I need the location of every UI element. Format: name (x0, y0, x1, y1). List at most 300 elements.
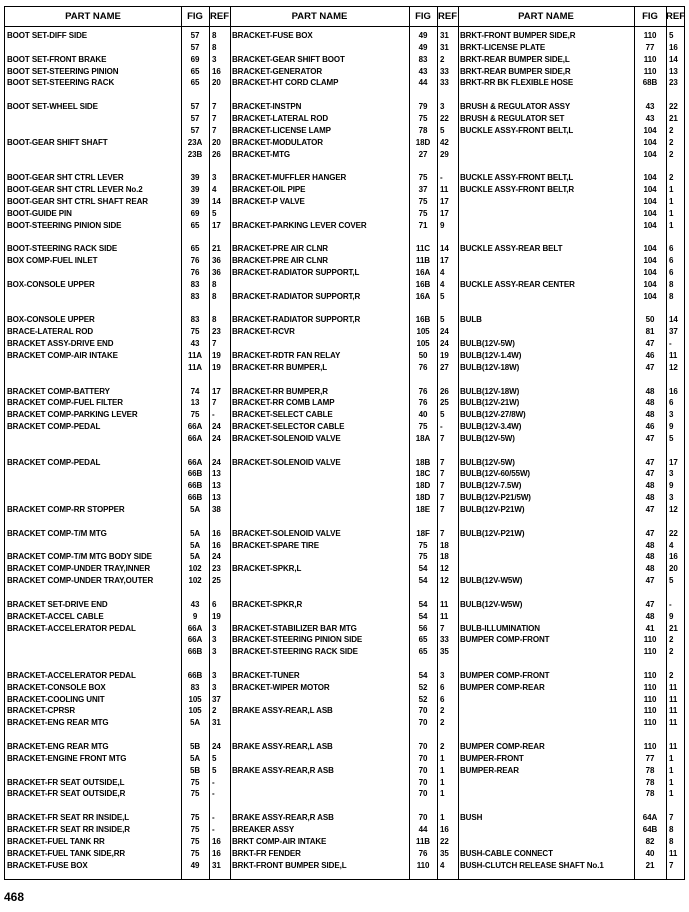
part-name-cell: BOOT-GEAR SHT CTRL SHAFT REAR (7, 196, 148, 206)
fig-cell: 110 (643, 694, 657, 704)
ref-cell: 38 (212, 505, 221, 514)
fig-cell: 11B (416, 256, 430, 266)
ref-cell: 21 (669, 623, 678, 633)
part-name-cell: BOOT SET-STEERING RACK (7, 78, 115, 88)
ref-cell: 9 (669, 611, 674, 621)
fig-cell: 48 (645, 398, 655, 408)
ref-cell: 8 (669, 836, 674, 846)
fig-cell: 75 (190, 813, 200, 823)
part-name-cell: BULB(12V-18W) (460, 386, 520, 396)
fig-cell: 110 (643, 742, 657, 751)
part-name-cell: BRACKET-STABILIZER BAR MTG (232, 623, 357, 633)
ref-cell: 11 (440, 185, 449, 195)
fig-cell: 65 (190, 78, 200, 88)
fig-cell: 70 (418, 706, 428, 716)
ref-cell: 17 (440, 256, 449, 266)
ref-cell: 8 (669, 279, 674, 289)
part-name-cell: BRACKET-P VALVE (232, 196, 305, 206)
fig-cell: 57 (190, 113, 200, 123)
ref-cell: 14 (440, 244, 449, 254)
fig-cell: 11B (416, 836, 430, 846)
fig-cell: 77 (645, 42, 655, 52)
ref-cell: 21 (669, 113, 678, 123)
fig-cell: 82 (645, 836, 655, 846)
header-fig: FIG (634, 7, 666, 27)
fig-cell: 105 (188, 694, 202, 704)
ref-cell: 31 (440, 42, 449, 52)
fig-cell: 110 (643, 682, 657, 692)
ref-cell: 16 (212, 848, 221, 858)
ref-cell: 8 (669, 824, 674, 834)
part-name-cell: BRACKET-ENG REAR MTG (7, 742, 109, 751)
ref-cell: 2 (669, 647, 674, 657)
part-name-cell: BRACKET COMP-BATTERY (7, 386, 110, 396)
ref-cell: 22 (440, 836, 449, 846)
fig-cell: 75 (418, 540, 428, 550)
part-name-cell: BOOT-GUIDE PIN (7, 208, 72, 218)
ref-cell: 2 (440, 54, 445, 64)
fig-cell: 46 (645, 350, 655, 360)
part-name-cell: BRACKET-SPKR,L (232, 564, 302, 574)
fig-cell: 65 (190, 244, 200, 254)
part-name-cell: BRACKET SET-DRIVE END (7, 599, 108, 609)
ref-cell: 3 (212, 647, 217, 657)
ref-cell: 25 (440, 398, 449, 408)
ref-cell: 3 (212, 623, 217, 633)
part-name-cell: BRACKET-MTG (232, 149, 291, 159)
ref-cell: 19 (212, 350, 221, 360)
fig-cell: 57 (190, 102, 200, 112)
ref-cell: 19 (212, 611, 221, 621)
part-name-cell: BRKT-FR FENDER (232, 848, 301, 858)
fig-cell: 75 (190, 848, 200, 858)
fig-cell: 16A (415, 291, 431, 301)
ref-cell: 7 (440, 505, 445, 514)
part-name-cell: BOOT SET-STEERING PINION (7, 66, 119, 76)
part-name-cell: BRACKET-OIL PIPE (232, 185, 306, 195)
part-name-cell: BOOT SET-FRONT BRAKE (7, 54, 107, 64)
fig-cell: 76 (418, 362, 428, 372)
fig-cell: 5A (189, 753, 201, 763)
ref-cell: 8 (212, 291, 217, 301)
ref-cell: 13 (669, 66, 678, 76)
fig-cell: 39 (190, 185, 200, 195)
ref-cell: 12 (669, 505, 678, 514)
ref-cell: 24 (212, 433, 221, 443)
ref-cell: 24 (440, 339, 449, 349)
fig-cell: 75 (190, 789, 200, 799)
ref-cell: 2 (440, 718, 445, 728)
ref-cell: 12 (440, 576, 449, 586)
fig-cell: 5A (189, 540, 201, 550)
fig-cell: 69 (190, 54, 200, 64)
header-fig: FIG (409, 7, 437, 27)
fig-cell: 48 (645, 410, 655, 420)
ref-cell: 2 (669, 125, 674, 135)
part-name-cell: BUMPER COMP-REAR (460, 742, 545, 751)
ref-cell: 8 (212, 31, 217, 40)
ref-cell: 7 (212, 125, 217, 135)
part-name-cell: BRACKET-ENGINE FRONT MTG (7, 753, 127, 763)
ref-cell: 33 (440, 66, 449, 76)
fig-cell: 44 (418, 78, 428, 88)
fig-cell: 70 (418, 777, 428, 787)
fig-cell: 75 (418, 422, 428, 432)
part-name-cell: BUSH (460, 813, 483, 823)
ref-cell: 23 (669, 78, 678, 88)
ref-cell: 20 (669, 564, 678, 574)
part-name-cell: BRKT COMP-AIR INTAKE (232, 836, 327, 846)
fig-cell: 37 (418, 185, 428, 195)
fig-cell: 71 (418, 220, 428, 230)
fig-cell: 66B (187, 469, 203, 479)
fig-cell: 75 (190, 777, 200, 787)
part-name-cell: BRACKET-FUSE BOX (7, 860, 88, 870)
part-name-cell: BRKT-FRONT BUMPER SIDE,L (232, 860, 347, 870)
part-name-cell: BUCKLE ASSY-REAR CENTER (460, 279, 575, 289)
ref-cell: 1 (669, 765, 674, 775)
fig-cell: 105 (416, 339, 430, 349)
fig-cell: 49 (190, 860, 200, 870)
ref-cell: 7 (212, 102, 217, 112)
part-name-cell: BULB(12V-5W) (460, 339, 515, 349)
part-name-cell: BULB(12V-27/8W) (460, 410, 526, 420)
ref-cell: 35 (440, 848, 449, 858)
ref-cell: 11 (669, 848, 678, 858)
fig-cell: 110 (643, 66, 657, 76)
ref-cell: 16 (669, 42, 678, 52)
part-name-cell: BRACKET-PRE AIR CLNR (232, 244, 328, 254)
part-name-cell: BRUSH & REGULATOR SET (460, 113, 565, 123)
fig-cell: 83 (190, 291, 200, 301)
ref-cell: 31 (212, 860, 221, 870)
ref-cell: 5 (440, 315, 445, 325)
ref-cell: 8 (212, 279, 217, 289)
ref-cell: 5 (212, 753, 217, 763)
part-name-cell: BULB(12V-7.5W) (460, 481, 522, 491)
ref-cell: 17 (440, 196, 449, 206)
fig-cell: 23B (187, 149, 203, 159)
ref-cell: 1 (669, 789, 674, 799)
part-name-cell: BREAKER ASSY (232, 824, 295, 834)
fig-cell: 70 (418, 813, 428, 823)
fig-cell: 48 (645, 481, 655, 491)
fig-cell: 65 (418, 635, 428, 645)
fig-cell: 70 (418, 765, 428, 775)
fig-cell: 104 (643, 268, 657, 277)
ref-cell: 3 (669, 493, 674, 503)
fig-cell: 16B (415, 315, 431, 325)
ref-cell: 1 (669, 220, 674, 230)
fig-cell: 40 (645, 848, 655, 858)
fig-cell: 50 (418, 350, 428, 360)
fig-cell: 78 (645, 765, 655, 775)
fig-cell: 104 (643, 185, 657, 195)
part-name-cell: BRAKE ASSY-REAR,L ASB (232, 742, 333, 751)
fig-cell: 41 (645, 623, 655, 633)
ref-cell: 3 (212, 670, 217, 680)
fig-cell: 46 (645, 422, 655, 432)
ref-cell: 6 (669, 268, 674, 277)
ref-cell: 6 (669, 398, 674, 408)
fig-cell: 5B (189, 742, 201, 751)
parts-index-table (4, 6, 685, 880)
ref-cell: 7 (440, 528, 445, 538)
fig-cell: 65 (190, 220, 200, 230)
fig-cell: 75 (190, 836, 200, 846)
part-name-cell: BOX-CONSOLE UPPER (7, 279, 95, 289)
fig-cell: 83 (190, 682, 200, 692)
fig-cell: 76 (190, 268, 200, 277)
ref-cell: 24 (440, 327, 449, 337)
fig-cell: 75 (418, 173, 428, 183)
fig-cell: 18A (415, 433, 431, 443)
part-name-cell: BRACKET-RADIATOR SUPPORT,R (232, 315, 361, 325)
part-name-cell: BRACKET-SELECTOR CABLE (232, 422, 345, 432)
ref-cell: 11 (669, 742, 678, 751)
ref-cell: 22 (669, 528, 678, 538)
ref-cell: 3 (212, 635, 217, 645)
part-name-cell: BOOT-GEAR SHT CTRL LEVER (7, 173, 124, 183)
part-name-cell: BRACKET-GEAR SHIFT BOOT (232, 54, 345, 64)
ref-cell: 4 (440, 860, 445, 870)
part-name-cell: BRACKET COMP-PEDAL (7, 457, 101, 467)
ref-cell: 3 (212, 173, 217, 183)
ref-cell: 9 (440, 220, 445, 230)
ref-cell: - (212, 824, 215, 834)
fig-cell: 27 (418, 149, 428, 159)
ref-cell: 2 (440, 706, 445, 716)
header-fig: FIG (181, 7, 209, 27)
ref-cell: 9 (669, 422, 674, 432)
fig-cell: 5A (189, 505, 201, 514)
fig-cell: 66B (187, 647, 203, 657)
part-name-cell: BULB(12V-18W) (460, 362, 520, 372)
ref-cell: 3 (669, 469, 674, 479)
ref-cell: 5 (440, 410, 445, 420)
fig-cell: 47 (645, 576, 655, 586)
fig-cell: 11A (188, 350, 202, 360)
ref-cell: 4 (212, 185, 217, 195)
ref-cell: 5 (212, 208, 217, 218)
ref-cell: 5 (440, 125, 445, 135)
fig-cell: 66A (187, 457, 203, 467)
ref-cell: 16 (669, 386, 678, 396)
part-name-cell: BULB(12V-P21/5W) (460, 493, 531, 503)
ref-cell: 6 (440, 694, 445, 704)
part-name-cell: BOOT-STEERING PINION SIDE (7, 220, 122, 230)
fig-cell: 18C (415, 469, 431, 479)
ref-cell: 12 (669, 362, 678, 372)
header-ref: REF (666, 7, 685, 27)
ref-cell: 26 (212, 149, 221, 159)
part-name-cell: BRACKET-LICENSE LAMP (232, 125, 331, 135)
ref-cell: 2 (669, 137, 674, 147)
part-name-cell: BULB(12V-1.4W) (460, 350, 522, 360)
ref-cell: 16 (440, 824, 449, 834)
fig-cell: 49 (418, 31, 428, 40)
fig-cell: 104 (643, 173, 657, 183)
ref-cell: 24 (212, 457, 221, 467)
fig-cell: 43 (418, 66, 428, 76)
ref-cell: 8 (669, 291, 674, 301)
fig-cell: 104 (643, 196, 657, 206)
ref-cell: 12 (440, 564, 449, 574)
fig-cell: 75 (190, 327, 200, 337)
part-name-cell: BOOT SET-DIFF SIDE (7, 31, 87, 40)
ref-cell: 7 (212, 398, 217, 408)
fig-cell: 75 (418, 208, 428, 218)
fig-cell: 18D (415, 137, 431, 147)
fig-cell: 18D (415, 481, 431, 491)
ref-cell: 4 (440, 279, 445, 289)
ref-cell: 14 (212, 196, 221, 206)
part-name-cell: BRACKET-RR COMB LAMP (232, 398, 335, 408)
fig-cell: 5A (189, 528, 201, 538)
ref-cell: 37 (669, 327, 678, 337)
part-name-cell: BRACKET-COOLING UNIT (7, 694, 105, 704)
fig-cell: 65 (190, 66, 200, 76)
fig-cell: 49 (418, 42, 428, 52)
ref-cell: 17 (212, 386, 221, 396)
fig-cell: 11C (416, 244, 430, 254)
fig-cell: 47 (645, 469, 655, 479)
fig-cell: 110 (643, 635, 657, 645)
ref-cell: 13 (212, 493, 221, 503)
ref-cell: 26 (440, 386, 449, 396)
fig-cell: 39 (190, 196, 200, 206)
part-name-cell: BRACKET COMP-PARKING LEVER (7, 410, 138, 420)
part-name-cell: BRKT-LICENSE PLATE (460, 42, 546, 52)
ref-cell: 1 (440, 777, 445, 787)
fig-cell: 48 (645, 564, 655, 574)
ref-cell: 9 (669, 481, 674, 491)
fig-cell: 110 (643, 718, 657, 728)
fig-cell: 104 (643, 220, 657, 230)
ref-cell: 1 (669, 777, 674, 787)
ref-cell: 7 (440, 433, 445, 443)
column-divider (230, 7, 231, 879)
part-name-cell: BRAKE ASSY-REAR,R ASB (232, 765, 334, 775)
ref-cell: 7 (669, 860, 674, 870)
fig-cell: 18D (415, 493, 431, 503)
fig-cell: 104 (643, 244, 657, 254)
fig-cell: 75 (190, 410, 200, 420)
fig-cell: 75 (190, 824, 200, 834)
fig-cell: 47 (645, 339, 655, 349)
ref-cell: - (212, 813, 215, 823)
ref-cell: 36 (212, 268, 221, 277)
part-name-cell: BULB(12V-W5W) (460, 599, 523, 609)
ref-cell: - (440, 422, 443, 432)
part-name-cell: BULB(12V-5W) (460, 457, 515, 467)
ref-cell: 35 (440, 647, 449, 657)
ref-cell: 2 (440, 742, 445, 751)
part-name-cell: BRACKET-SOLENOID VALVE (232, 528, 341, 538)
fig-cell: 64B (642, 824, 658, 834)
ref-cell: 8 (212, 42, 217, 52)
ref-cell: 19 (212, 362, 221, 372)
ref-cell: 14 (669, 54, 678, 64)
fig-cell: 40 (418, 410, 428, 420)
fig-cell: 77 (645, 753, 655, 763)
fig-cell: 54 (418, 576, 428, 586)
ref-cell: - (669, 339, 672, 349)
ref-cell: 5 (669, 576, 674, 586)
fig-cell: 16B (415, 279, 431, 289)
ref-cell: 20 (212, 137, 221, 147)
fig-cell: 78 (645, 777, 655, 787)
fig-cell: 70 (418, 789, 428, 799)
part-name-cell: BRACKET ASSY-DRIVE END (7, 339, 114, 349)
fig-cell: 13 (190, 398, 200, 408)
fig-cell: 76 (418, 398, 428, 408)
fig-cell: 47 (645, 433, 655, 443)
fig-cell: 78 (645, 789, 655, 799)
ref-cell: 11 (440, 599, 449, 609)
ref-cell: 11 (669, 706, 678, 716)
ref-cell: 24 (212, 552, 221, 562)
header-part-name: PART NAME (230, 7, 409, 27)
part-name-cell: BRACKET-PARKING LEVER COVER (232, 220, 367, 230)
ref-cell: 6 (669, 244, 674, 254)
fig-cell: 68B (642, 78, 658, 88)
ref-cell: 11 (669, 682, 678, 692)
fig-cell: 105 (188, 706, 202, 716)
ref-cell: 7 (440, 469, 445, 479)
ref-cell: 31 (212, 718, 221, 728)
fig-cell: 66A (187, 422, 203, 432)
fig-cell: 57 (190, 31, 200, 40)
ref-cell: 2 (669, 149, 674, 159)
fig-cell: 104 (643, 137, 657, 147)
column-divider (209, 7, 210, 879)
fig-cell: 102 (188, 576, 202, 586)
part-name-cell: BUMPER-REAR (460, 765, 519, 775)
ref-cell: 16 (212, 528, 221, 538)
part-name-cell: BRAKE ASSY-REAR,L ASB (232, 706, 333, 716)
part-name-cell: BOOT-STEERING RACK SIDE (7, 244, 118, 254)
ref-cell: 7 (212, 339, 217, 349)
ref-cell: - (212, 789, 215, 799)
part-name-cell: BUCKLE ASSY-REAR BELT (460, 244, 563, 254)
ref-cell: 16 (212, 540, 221, 550)
ref-cell: 18 (440, 540, 449, 550)
ref-cell: 33 (440, 635, 449, 645)
part-name-cell: BRACKET-HT CORD CLAMP (232, 78, 339, 88)
fig-cell: 57 (190, 42, 200, 52)
part-name-cell: BRACKET-GENERATOR (232, 66, 323, 76)
part-name-cell: BRACKET COMP-RR STOPPER (7, 505, 125, 514)
part-name-cell: BRACKET-LATERAL ROD (232, 113, 329, 123)
part-name-cell: BRACKET-ACCELERATOR PEDAL (7, 670, 136, 680)
part-name-cell: BRACKET-RADIATOR SUPPORT,R (232, 291, 361, 301)
part-name-cell: BUMPER COMP-FRONT (460, 670, 550, 680)
fig-cell: 104 (643, 125, 657, 135)
ref-cell: 1 (440, 789, 445, 799)
ref-cell: 2 (212, 706, 217, 716)
fig-cell: 70 (418, 753, 428, 763)
part-name-cell: BRACKET-PRE AIR CLNR (232, 256, 328, 266)
fig-cell: 21 (645, 860, 655, 870)
ref-cell: 2 (669, 173, 674, 183)
part-name-cell: BRACKET-STEERING RACK SIDE (232, 647, 358, 657)
fig-cell: 48 (645, 540, 655, 550)
ref-cell: 1 (669, 208, 674, 218)
ref-cell: 42 (440, 137, 449, 147)
ref-cell: 23 (212, 564, 221, 574)
ref-cell: - (212, 410, 215, 420)
